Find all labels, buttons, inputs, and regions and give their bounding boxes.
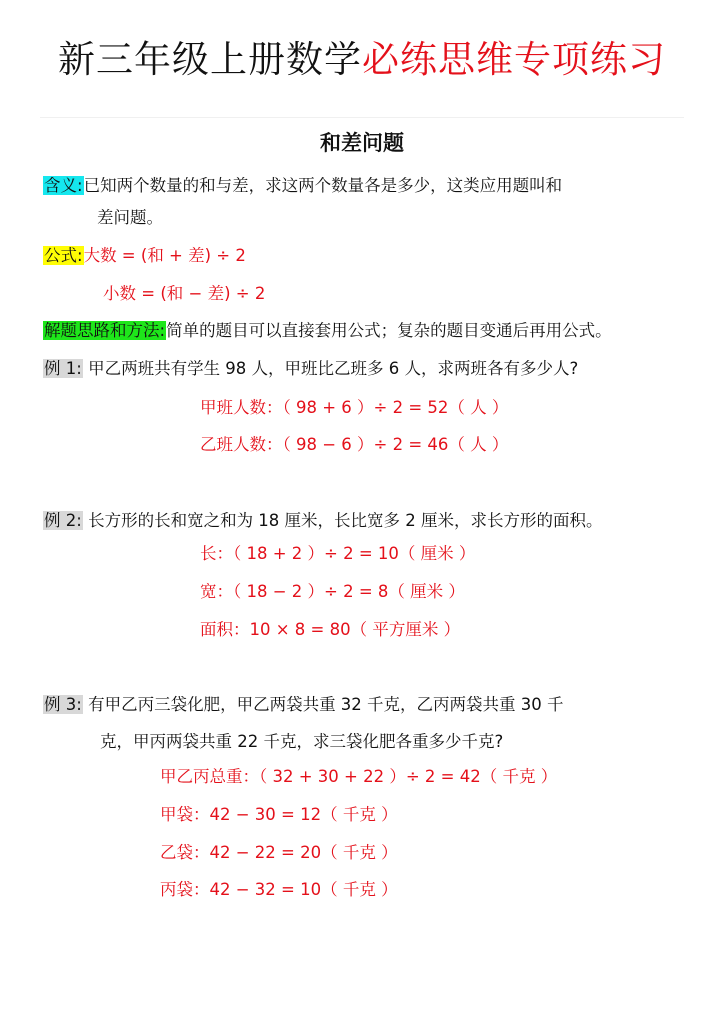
example-1-answer: 乙班人数：（ 98 − 6 ）÷ 2 = 46（ 人 ） xyxy=(200,435,509,454)
formula-small: 小数 = (和 − 差) ÷ 2 xyxy=(103,284,266,303)
example-3-tag: 例 3: xyxy=(44,695,82,714)
meaning-tag: 含义: xyxy=(44,176,83,195)
example-2-answer: 宽：（ 18 − 2 ）÷ 2 = 8（ 厘米 ） xyxy=(200,582,465,601)
example-3-question xyxy=(43,692,564,718)
example-2-question-text: 长方形的长和宽之和为 18 厘米，长比宽多 2 厘米，求长方形的面积。 xyxy=(88,511,603,530)
formula-line-big xyxy=(43,243,246,269)
page-title-main: 新三年级上册数学 xyxy=(58,38,362,81)
example-2-answer: 长：（ 18 + 2 ）÷ 2 = 10（ 厘米 ） xyxy=(200,544,476,563)
example-3-question-cont: 克，甲丙两袋共重 22 千克，求三袋化肥各重多少千克? xyxy=(100,732,504,751)
example-3-answer: 丙袋：42 − 32 = 10（ 千克 ） xyxy=(160,880,398,899)
example-1-answer: 甲班人数：（ 98 + 6 ）÷ 2 = 52（ 人 ） xyxy=(200,398,509,417)
method-text: 简单的题目可以直接套用公式；复杂的题目变通后再用公式。 xyxy=(166,321,612,340)
example-1-tag: 例 1: xyxy=(44,359,82,378)
formula-big: 大数 = (和 + 差) ÷ 2 xyxy=(83,246,246,265)
example-3-answer: 甲袋：42 − 30 = 12（ 千克 ） xyxy=(160,805,398,824)
example-3-answer: 甲乙丙总重：（ 32 + 30 + 22 ）÷ 2 = 42（ 千克 ） xyxy=(160,767,558,786)
meaning-text-1: 已知两个数量的和与差，求这两个数量各是多少，这类应用题叫和 xyxy=(83,176,563,195)
example-2-answer: 面积：10 × 8 = 80（ 平方厘米 ） xyxy=(200,620,461,639)
formula-tag: 公式: xyxy=(44,246,83,265)
method-line xyxy=(43,318,612,344)
meaning-text-2: 差问题。 xyxy=(97,208,163,227)
page-title-highlight: 必练思维专项练习 xyxy=(362,38,666,81)
example-3-answer: 乙袋：42 − 22 = 20（ 千克 ） xyxy=(160,843,398,862)
page-title xyxy=(0,34,724,86)
example-1-question-text: 甲乙两班共有学生 98 人，甲班比乙班多 6 人，求两班各有多少人? xyxy=(88,359,579,378)
divider xyxy=(40,117,684,118)
example-2-tag: 例 2: xyxy=(44,511,82,530)
method-tag: 解题思路和方法: xyxy=(44,321,166,340)
meaning-line-1 xyxy=(43,173,562,199)
section-title: 和差问题 xyxy=(320,131,404,155)
example-3-question-text: 有甲乙丙三袋化肥，甲乙两袋共重 32 千克，乙丙两袋共重 30 千 xyxy=(88,695,564,714)
example-2-question xyxy=(43,508,603,534)
example-1-question xyxy=(43,356,578,382)
